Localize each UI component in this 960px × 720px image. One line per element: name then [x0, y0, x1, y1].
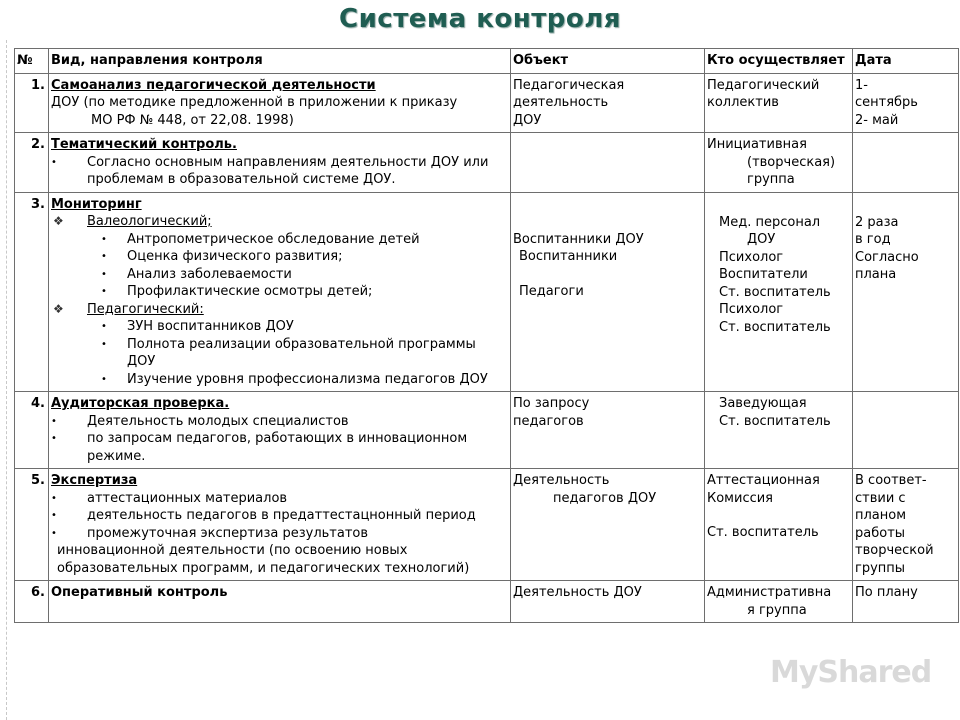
date-line: планом	[855, 508, 907, 523]
control-title: Оперативный контроль	[51, 585, 228, 600]
object-cell	[511, 192, 705, 392]
list-item: • промежуточная экспертиза результатов	[51, 525, 507, 543]
object-cell	[511, 392, 705, 469]
object-line: Педагоги	[519, 283, 584, 299]
list-item: • Оценка физического развития;	[51, 248, 507, 266]
object-line: Педагогическая	[513, 77, 625, 93]
date-line: 1-	[855, 77, 868, 93]
who-line: я группа	[747, 602, 807, 618]
bullet-list	[51, 490, 507, 543]
object-cell	[511, 133, 705, 193]
row-number: 2.	[15, 133, 49, 193]
object-line: Деятельность ДОУ	[513, 585, 642, 600]
group-label: Педагогический:	[87, 301, 204, 317]
who-line: Психолог	[719, 302, 784, 317]
control-kind-cell	[49, 469, 511, 581]
monitoring-group-pedagogical	[51, 301, 507, 319]
date-line: плана	[855, 267, 897, 282]
who-cell	[705, 192, 853, 392]
bullet-list	[51, 231, 507, 301]
table-row	[15, 73, 959, 133]
control-kind-cell	[49, 192, 511, 392]
header-kind: Вид, направления контроля	[49, 49, 511, 74]
date-cell	[853, 581, 959, 623]
date-line: группы	[855, 560, 906, 576]
who-line: коллектив	[707, 95, 779, 110]
date-line: в год	[855, 232, 891, 247]
list-item: • деятельность педагогов в предаттестацнонный период	[51, 507, 507, 525]
table-row	[15, 133, 959, 193]
control-kind-cell	[49, 133, 511, 193]
who-line: Педагогический	[707, 77, 820, 93]
left-margin-guide	[6, 40, 7, 720]
control-title: Мониторинг	[51, 196, 142, 212]
control-system-table	[14, 48, 959, 623]
date-cell	[853, 392, 959, 469]
table-row	[15, 192, 959, 392]
who-line: Инициативная	[707, 137, 807, 152]
control-desc: МО РФ № 448, от 22,08. 1998)	[91, 112, 294, 128]
object-line: педагогов	[513, 413, 584, 429]
list-item: • Деятельность молодых специалистов	[51, 413, 507, 431]
table-row	[15, 392, 959, 469]
bullet-list	[51, 413, 507, 466]
list-item: • Изучение уровня профессионализма педагогов ДОУ	[51, 371, 507, 389]
who-cell	[705, 73, 853, 133]
list-item: • по запросам педагогов, работающих в инновационном режиме.	[51, 430, 507, 465]
control-title: Экспертиза	[51, 473, 138, 488]
header-who: Кто осуществляет	[705, 49, 853, 74]
date-line: 2- май	[855, 112, 899, 128]
object-line: Воспитанники	[519, 249, 618, 264]
group-label: Валеологический;	[87, 214, 212, 229]
who-line: Ст. воспитатель	[719, 319, 831, 335]
object-cell	[511, 73, 705, 133]
date-line: сентябрь	[855, 95, 918, 110]
object-line: ДОУ	[513, 112, 542, 128]
who-line: Ст. воспитатель	[707, 525, 819, 540]
who-line: Ст. воспитатель	[719, 284, 831, 300]
who-line: Административна	[707, 585, 832, 600]
date-cell	[853, 469, 959, 581]
who-cell	[705, 392, 853, 469]
who-line: ДОУ	[747, 232, 776, 247]
object-line: деятельность	[513, 95, 609, 110]
header-object: Объект	[511, 49, 705, 74]
object-line: Деятельность	[513, 473, 610, 488]
control-desc: ДОУ (по методике предложенной в приложении к приказу	[51, 95, 458, 110]
date-line: 2 раза	[855, 214, 899, 230]
object-cell	[511, 581, 705, 623]
row-number: 4.	[15, 392, 49, 469]
date-cell	[853, 73, 959, 133]
control-title: Самоанализ педагогической деятельности	[51, 77, 376, 93]
who-cell	[705, 469, 853, 581]
object-line: педагогов ДОУ	[553, 490, 657, 506]
date-cell	[853, 192, 959, 392]
table-row	[15, 581, 959, 623]
date-line: работы	[855, 525, 906, 541]
date-line: По плану	[855, 585, 918, 600]
date-line: творческой	[855, 543, 934, 558]
row-number: 5.	[15, 469, 49, 581]
who-line: Воспитатели	[719, 267, 808, 282]
list-item: • Анализ заболеваемости	[51, 266, 507, 284]
date-line: В соответ-	[855, 473, 927, 488]
bullet-list	[51, 318, 507, 388]
diamond-bullet-icon: ❖	[53, 214, 64, 228]
list-item: • ЗУН воспитанников ДОУ	[51, 318, 507, 336]
date-line: Согласно	[855, 249, 919, 265]
list-item: • аттестационных материалов	[51, 490, 507, 508]
object-line: По запросу	[513, 396, 590, 411]
list-item: • Профилактические осмотры детей;	[51, 283, 507, 301]
date-cell	[853, 133, 959, 193]
control-kind-cell	[49, 581, 511, 623]
who-cell	[705, 581, 853, 623]
who-line: Психолог	[719, 249, 784, 265]
watermark-logo: MyShared	[770, 655, 932, 690]
header-date: Дата	[853, 49, 959, 74]
who-line: группа	[747, 172, 795, 187]
slide-title: Система контроля	[338, 4, 621, 34]
control-kind-cell	[49, 392, 511, 469]
date-line: ствии с	[855, 490, 906, 506]
row-number: 6.	[15, 581, 49, 623]
control-desc: инновационной деятельности (по освоению новых образовательных программ, и педагогических технологий)	[57, 543, 470, 576]
header-num: №	[15, 49, 49, 74]
who-line: Заведующая	[719, 396, 807, 411]
who-line: Аттестационная	[707, 473, 820, 488]
control-title: Аудиторская проверка.	[51, 396, 230, 411]
who-cell	[705, 133, 853, 193]
diamond-bullet-icon: ❖	[53, 301, 64, 316]
row-number: 1.	[15, 73, 49, 133]
object-cell	[511, 469, 705, 581]
row-number: 3.	[15, 192, 49, 392]
bullet-list	[51, 154, 507, 189]
who-line: Мед. персонал	[719, 214, 821, 230]
list-item: • Антропометрическое обследование детей	[51, 231, 507, 249]
monitoring-group-valeological	[51, 213, 507, 231]
control-kind-cell	[49, 73, 511, 133]
who-line: Комиссия	[707, 490, 774, 506]
object-line: Воспитанники ДОУ	[513, 231, 644, 247]
list-item: • Полнота реализации образовательной программы ДОУ	[51, 336, 507, 371]
who-line: (творческая)	[747, 154, 836, 170]
table-header-row	[15, 49, 959, 74]
list-item: • Согласно основным направлениям деятельности ДОУ или проблемам в образовательной системе ДОУ.	[51, 154, 507, 189]
control-title: Тематический контроль.	[51, 137, 237, 152]
table-row	[15, 469, 959, 581]
who-line: Ст. воспитатель	[719, 413, 831, 429]
